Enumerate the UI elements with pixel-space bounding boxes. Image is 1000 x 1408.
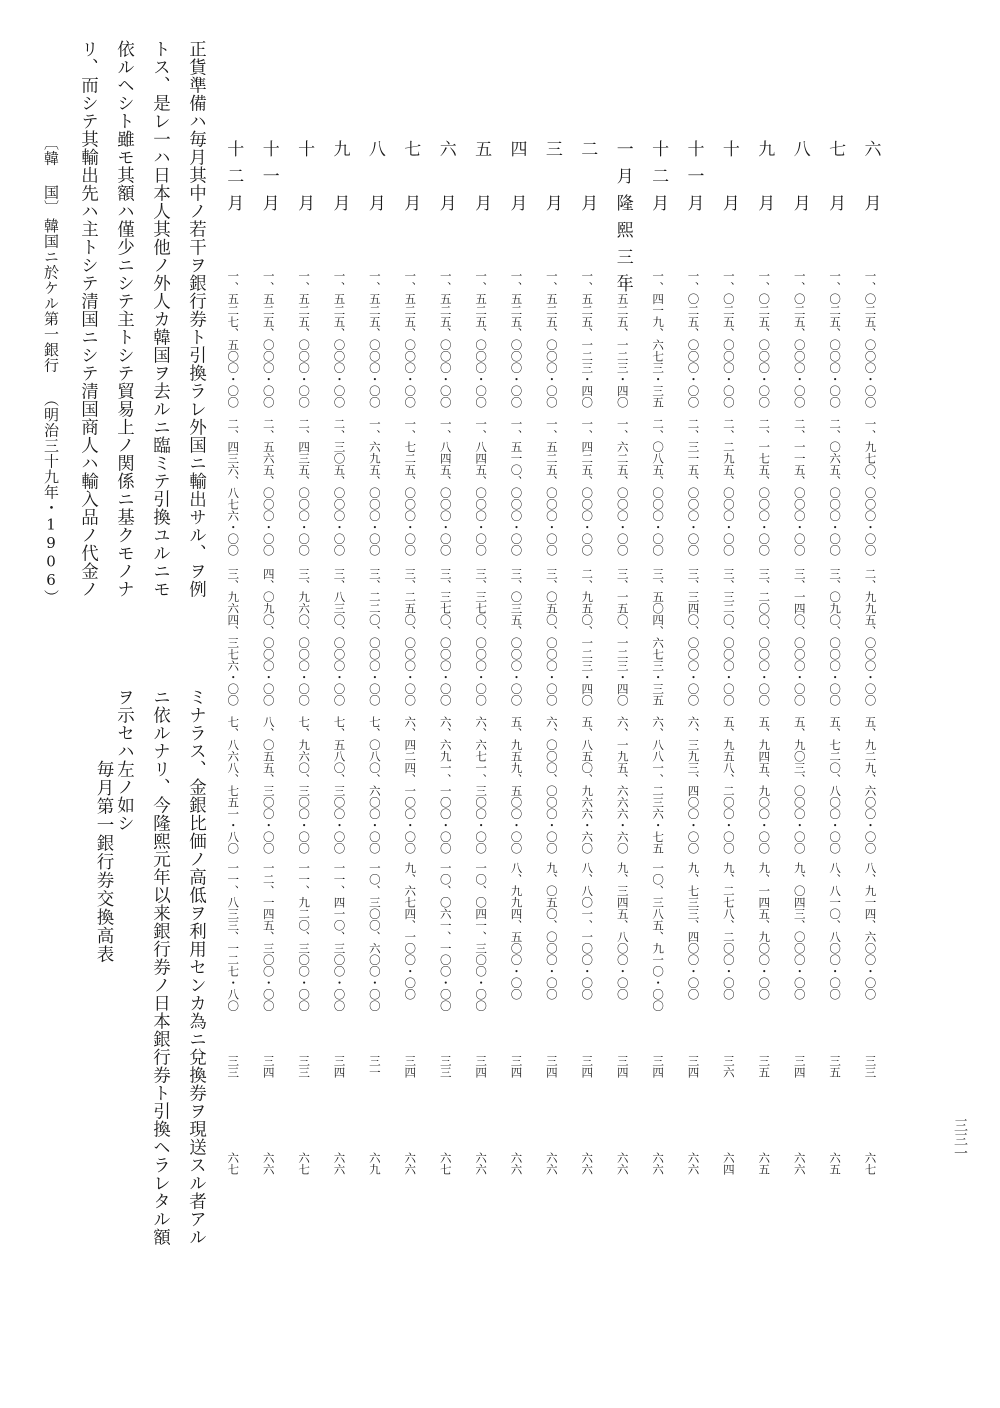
month-cell: 十一月 [258, 140, 279, 221]
percent-a: 三四 [509, 1055, 524, 1078]
other-value: 一、五二五、〇〇〇・〇〇 [544, 418, 559, 556]
exchange-value: 五、九五八、二〇〇・〇〇 [721, 716, 736, 854]
total-value: 九、二七八、二〇〇・〇〇 [721, 862, 736, 1000]
other-value: 二、三〇五、〇〇〇・〇〇 [332, 418, 347, 556]
total-value: 一一、四一〇、三〇〇・〇〇 [332, 862, 347, 1012]
total-value: 八、九一四、六〇〇・〇〇 [863, 862, 878, 1000]
bank-note-value: 一、〇二五、〇〇〇・〇〇 [792, 270, 807, 408]
prose-line: リ、而シテ其輸出先ハ主トシテ清国ニシテ清国商人ハ輸入品ノ代金ノ [78, 40, 99, 598]
other-value: 一、八四五、〇〇〇・〇〇 [474, 418, 489, 556]
percent-a: 三四 [403, 1055, 418, 1078]
exchange-value: 八、〇五五、三〇〇・〇〇 [261, 716, 276, 854]
percent-a: 三六 [721, 1055, 736, 1078]
header-region: 〔韓 国〕 [42, 135, 60, 216]
exchange-value: 七、五八〇、三〇〇・〇〇 [332, 716, 347, 854]
prose-line: ヲ示セハ左ノ如シ [114, 688, 135, 832]
total-value: 九、七三三、四〇〇・〇〇 [686, 862, 701, 1000]
total-value: 八、九九四、五〇〇・〇〇 [509, 862, 524, 1000]
total-value: 一〇、三〇〇、六〇〇・〇〇 [367, 862, 382, 1012]
bank-note-value: 一、五二五、〇〇〇・〇〇 [403, 270, 418, 408]
percent-b: 六五 [828, 1152, 843, 1175]
percent-a: 三五 [757, 1055, 772, 1078]
subtotal-value: 三、〇三五、〇〇〇・〇〇 [509, 568, 524, 706]
month-cell: 八 月 [789, 140, 810, 221]
exchange-value: 七、〇八〇、六〇〇・〇〇 [367, 716, 382, 854]
prose-line: ニ依ルナリ、今隆熙元年以来銀行券ノ日本銀行券ト引換ヘラレタル額 [150, 688, 171, 1246]
exchange-value: 七、八六八、七五一・八〇 [226, 716, 241, 854]
month-cell: 十 月 [718, 140, 739, 221]
bank-note-value: 一、五二五、〇〇〇・〇〇 [297, 270, 312, 408]
other-value: 二、五六五、〇〇〇・〇〇 [261, 418, 276, 556]
percent-a: 三四 [792, 1055, 807, 1078]
bank-note-value: 一、五二五、一二三・四〇 [615, 270, 630, 408]
other-value: 一、八四五、〇〇〇・〇〇 [438, 418, 453, 556]
other-value: 一、六九五、〇〇〇・〇〇 [367, 418, 382, 556]
table-title: 毎月第一銀行券交換高表 [94, 760, 114, 964]
subtotal-value: 三、三四〇、〇〇〇・〇〇 [686, 568, 701, 706]
subtotal-value: 三、〇五〇、〇〇〇・〇〇 [544, 568, 559, 706]
other-value: 二、〇六五、〇〇〇・〇〇 [828, 418, 843, 556]
total-value: 一一、九二〇、三〇〇・〇〇 [297, 862, 312, 1012]
prose-line: 正貨準備ハ毎月其中ノ若干ヲ銀行券ト引換ラレ外国ニ輸出サル、ヲ例 [186, 40, 207, 598]
total-value: 八、八一〇、八〇〇・〇〇 [828, 862, 843, 1000]
header-title: 韓国ニ於ケル第一銀行 （明治三十九年・1906） [42, 218, 60, 605]
subtotal-value: 三、二〇〇、〇〇〇・〇〇 [757, 568, 772, 706]
subtotal-value: 三、〇九〇、〇〇〇・〇〇 [828, 568, 843, 706]
percent-b: 六七 [863, 1152, 878, 1175]
month-cell: 二 月 [577, 140, 598, 221]
month-cell: 五 月 [471, 140, 492, 221]
percent-b: 六六 [332, 1152, 347, 1175]
bank-note-value: 一、五二五、〇〇〇・〇〇 [544, 270, 559, 408]
bank-note-value: 一、五二五、〇〇〇・〇〇 [474, 270, 489, 408]
percent-a: 三三 [863, 1055, 878, 1078]
exchange-value: 六、六九一、一〇〇・〇〇 [438, 716, 453, 854]
other-value: 二、二九五、〇〇〇・〇〇 [721, 418, 736, 556]
bank-note-value: 一、〇二五、〇〇〇・〇〇 [686, 270, 701, 408]
total-value: 九、六七四、一〇〇・〇〇 [403, 862, 418, 1000]
total-value: 一一、八三三、一二七・八〇 [226, 862, 241, 1012]
exchange-value: 六、一九五、六六六・六〇 [615, 716, 630, 854]
subtotal-value: 三、二二〇、〇〇〇・〇〇 [367, 568, 382, 706]
month-cell: 九 月 [329, 140, 350, 221]
total-value: 九、〇四三、〇〇〇・〇〇 [792, 862, 807, 1000]
percent-b: 六六 [403, 1152, 418, 1175]
bank-note-value: 一、五二五、一二三・四〇 [580, 270, 595, 408]
percent-b: 六四 [721, 1152, 736, 1175]
exchange-value: 五、八五〇、九六六・六〇 [580, 716, 595, 854]
subtotal-value: 三、二五〇、〇〇〇・〇〇 [403, 568, 418, 706]
subtotal-value: 四、〇九〇、〇〇〇・〇〇 [261, 568, 276, 706]
exchange-value: 六、三九三、四〇〇・〇〇 [686, 716, 701, 854]
month-cell: 六 月 [860, 140, 881, 221]
month-cell: 六 月 [435, 140, 456, 221]
other-value: 二、一一五、〇〇〇・〇〇 [792, 418, 807, 556]
total-value: 九、一四五、九〇〇・〇〇 [757, 862, 772, 1000]
percent-a: 三三 [226, 1055, 241, 1078]
month-cell: 三 月 [541, 140, 562, 221]
other-value: 二、〇八五、〇〇〇・〇〇 [651, 418, 666, 556]
exchange-value: 五、九四五、九〇〇・〇〇 [757, 716, 772, 854]
total-value: 一〇、〇四一、三〇〇・〇〇 [474, 862, 489, 1012]
exchange-value: 五、九五九、五〇〇・〇〇 [509, 716, 524, 854]
other-value: 二、一七五、〇〇〇・〇〇 [757, 418, 772, 556]
percent-b: 六九 [367, 1152, 382, 1175]
percent-a: 三三 [297, 1055, 312, 1078]
percent-b: 六六 [651, 1152, 666, 1175]
subtotal-value: 三、九六〇、〇〇〇・〇〇 [297, 568, 312, 706]
subtotal-value: 三、一五〇、一二三・四〇 [615, 568, 630, 706]
total-value: 九、〇五〇、〇〇〇・〇〇 [544, 862, 559, 1000]
bank-note-value: 一、五二五、〇〇〇・〇〇 [367, 270, 382, 408]
subtotal-value: 二、九五〇、一二三・四〇 [580, 568, 595, 706]
subtotal-value: 三、三七〇、〇〇〇・〇〇 [474, 568, 489, 706]
subtotal-value: 三、一四〇、〇〇〇・〇〇 [792, 568, 807, 706]
bank-note-value: 一、五二五、〇〇〇・〇〇 [332, 270, 347, 408]
bank-note-value: 一、四一九、六七三・三五 [651, 270, 666, 408]
exchange-value: 六、六七一、三〇〇・〇〇 [474, 716, 489, 854]
exchange-value: 六、〇〇〇、〇〇〇・〇〇 [544, 716, 559, 854]
other-value: 一、九七〇、〇〇〇・〇〇 [863, 418, 878, 556]
month-cell: 七 月 [825, 140, 846, 221]
percent-b: 六六 [686, 1152, 701, 1175]
month-cell: 九 月 [754, 140, 775, 221]
subtotal-value: 三、九六四、三七六・〇〇 [226, 568, 241, 706]
percent-a: 三四 [686, 1055, 701, 1078]
subtotal-value: 三、三七〇、〇〇〇・〇〇 [438, 568, 453, 706]
percent-b: 六七 [438, 1152, 453, 1175]
other-value: 一、六二五、〇〇〇・〇〇 [615, 418, 630, 556]
total-value: 一〇、三八五、九一〇・〇〇 [651, 862, 666, 1012]
bank-note-value: 一、〇二五、〇〇〇・〇〇 [757, 270, 772, 408]
total-value: 一二、一四五、三〇〇・〇〇 [261, 862, 276, 1012]
subtotal-value: 三、八三〇、〇〇〇・〇〇 [332, 568, 347, 706]
bank-note-value: 一、〇二五、〇〇〇・〇〇 [721, 270, 736, 408]
month-cell: 十二月 [648, 140, 669, 221]
percent-a: 三四 [651, 1055, 666, 1078]
percent-a: 三四 [332, 1055, 347, 1078]
exchange-value: 五、九〇三、〇〇〇・〇〇 [792, 716, 807, 854]
percent-a: 三四 [580, 1055, 595, 1078]
bank-note-value: 一、五二七、五〇〇・〇〇 [226, 270, 241, 408]
prose-line: ミナラス、金銀比価ノ高低ヲ利用センカ為ニ兌換券ヲ現送スル者アル [186, 688, 207, 1246]
page-number: 三三一 [952, 1118, 968, 1160]
total-value: 一〇、〇六一、一〇〇・〇〇 [438, 862, 453, 1012]
percent-b: 六七 [226, 1152, 241, 1175]
subtotal-value: 三、五〇四、六七三・三五 [651, 568, 666, 706]
percent-a: 三一 [367, 1055, 382, 1078]
other-value: 二、四三六、八七六・〇〇 [226, 418, 241, 556]
month-cell: 七 月 [400, 140, 421, 221]
percent-a: 三四 [544, 1055, 559, 1078]
percent-a: 三三 [438, 1055, 453, 1078]
bank-note-value: 一、五二五、〇〇〇・〇〇 [438, 270, 453, 408]
prose-line: 依ルヘシト雖モ其額ハ僅少ニシテ主トシテ貿易上ノ関係ニ基クモノナ [114, 40, 135, 598]
other-value: 二、三一五、〇〇〇・〇〇 [686, 418, 701, 556]
bank-note-value: 一、五二五、〇〇〇・〇〇 [509, 270, 524, 408]
percent-a: 三四 [615, 1055, 630, 1078]
month-cell: 十 月 [294, 140, 315, 221]
month-cell: 八 月 [364, 140, 385, 221]
other-value: 一、七二五、〇〇〇・〇〇 [403, 418, 418, 556]
total-value: 八、八〇一、一〇〇・〇〇 [580, 862, 595, 1000]
month-cell: 十二月 [223, 140, 244, 221]
percent-b: 六七 [297, 1152, 312, 1175]
other-value: 二、四三五、〇〇〇・〇〇 [297, 418, 312, 556]
percent-b: 六六 [509, 1152, 524, 1175]
bank-note-value: 一、〇二五、〇〇〇・〇〇 [828, 270, 843, 408]
exchange-value: 六、四二四、一〇〇・〇〇 [403, 716, 418, 854]
other-value: 一、四二五、〇〇〇・〇〇 [580, 418, 595, 556]
subtotal-value: 二、九九五、〇〇〇・〇〇 [863, 568, 878, 706]
percent-a: 三四 [474, 1055, 489, 1078]
prose-line: トス、是レ一ハ日本人其他ノ外人カ韓国ヲ去ルニ臨ミテ引換ユルニモ [150, 40, 171, 598]
percent-b: 六六 [474, 1152, 489, 1175]
percent-a: 三五 [828, 1055, 843, 1078]
total-value: 九、三四五、八〇〇・〇〇 [615, 862, 630, 1000]
percent-a: 三四 [261, 1055, 276, 1078]
percent-b: 六六 [792, 1152, 807, 1175]
percent-b: 六六 [261, 1152, 276, 1175]
bank-note-value: 一、五二五、〇〇〇・〇〇 [261, 270, 276, 408]
exchange-value: 七、九六〇、三〇〇・〇〇 [297, 716, 312, 854]
other-value: 一、五一〇、〇〇〇・〇〇 [509, 418, 524, 556]
exchange-value: 五、七二〇、八〇〇・〇〇 [828, 716, 843, 854]
subtotal-value: 三、三二〇、〇〇〇・〇〇 [721, 568, 736, 706]
percent-b: 六六 [544, 1152, 559, 1175]
month-cell: 四 月 [506, 140, 527, 221]
percent-b: 六六 [580, 1152, 595, 1175]
exchange-value: 五、九二九、六〇〇・〇〇 [863, 716, 878, 854]
month-cell: 十一月 [683, 140, 704, 221]
bank-note-value: 一、〇二五、〇〇〇・〇〇 [863, 270, 878, 408]
exchange-value: 六、八八一、二三六・七五 [651, 716, 666, 854]
percent-b: 六五 [757, 1152, 772, 1175]
month-cell: 一月隆熙三年 [612, 140, 633, 302]
percent-b: 六六 [615, 1152, 630, 1175]
